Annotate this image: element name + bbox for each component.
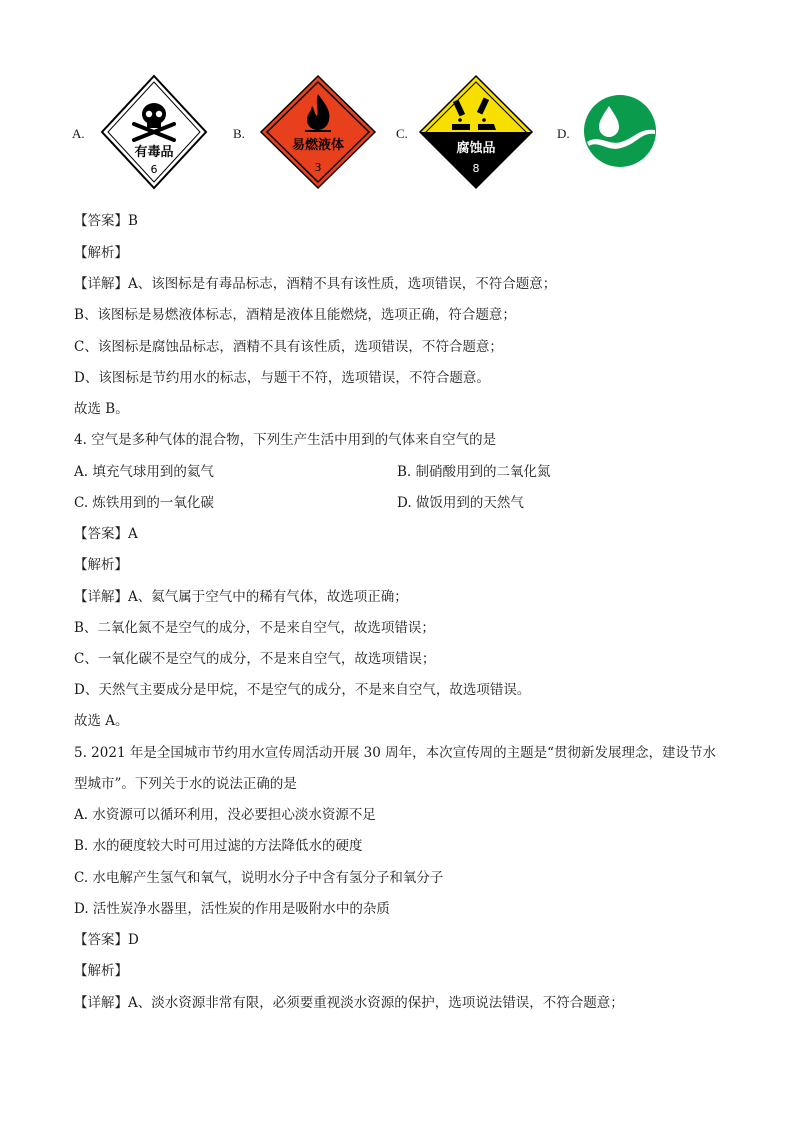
q4-option-d: D. 做饭用到的天然气 xyxy=(397,495,524,511)
flammable-sign-number: 3 xyxy=(314,161,322,174)
q5-stem-line1: 5. 2021 年是全国城市节约用水宣传周活动开展 30 周年，本次宣传周的主题是“贯彻新发展理念，建设节水 xyxy=(74,745,716,761)
q5-detail-line: 【详解】A、淡水资源非常有限，必须要重视淡水资源的保护，选项说法错误，不符合题意； xyxy=(74,995,624,1011)
flammable-sign xyxy=(259,74,377,194)
option-d-letter: D. xyxy=(557,126,570,141)
q5-answer: 【答案】D xyxy=(74,932,139,948)
q3-detail-line: B、该图标是易燃液体标志，酒精是液体且能燃烧，选项正确，符合题意； xyxy=(74,307,516,323)
q5-stem-line2: 型城市”。下列关于水的说法正确的是 xyxy=(74,776,297,792)
option-c-letter: C. xyxy=(396,126,408,141)
q3-analysis-heading: 【解析】 xyxy=(74,245,128,261)
q4-detail-line: D、天然气主要成分是甲烷，不是空气的成分，不是来自空气，故选项错误。 xyxy=(74,682,531,698)
q4-option-a: A. 填充气球用到的氦气 xyxy=(74,464,214,480)
q4-detail-line: B、二氧化氮不是空气的成分，不是来自空气，故选项错误； xyxy=(74,620,435,636)
corrosive-icon xyxy=(418,74,534,190)
q5-analysis-heading: 【解析】 xyxy=(74,963,128,979)
q5-option-a: A. 水资源可以循环利用，没必要担心淡水资源不足 xyxy=(74,807,376,823)
corrosive-sign xyxy=(418,74,534,194)
flame-icon xyxy=(259,74,377,190)
q4-analysis-heading: 【解析】 xyxy=(74,557,128,573)
q3-detail-line: 【详解】A、该图标是有毒品标志，酒精不具有该性质，选项错误，不符合题意； xyxy=(74,276,557,292)
q5-option-c: C. 水电解产生氢气和氧气，说明水分子中含有氢分子和氧分子 xyxy=(74,870,444,886)
toxic-sign-label: 有毒品 xyxy=(134,145,174,160)
option-b-letter: B. xyxy=(233,126,245,141)
q3-conclusion: 故选 B。 xyxy=(74,401,129,417)
q4-stem: 4. 空气是多种气体的混合物，下列生产生活中用到的气体来自空气的是 xyxy=(74,432,497,448)
q3-detail-line: D、该图标是节约用水的标志，与题干不符，选项错误，不符合题意。 xyxy=(74,370,490,386)
q4-conclusion: 故选 A。 xyxy=(74,713,129,729)
q4-option-b: B. 制硝酸用到的二氧化氮 xyxy=(397,464,551,480)
toxic-sign xyxy=(100,74,208,194)
water-saving-icon xyxy=(581,94,659,168)
toxic-sign-number: 6 xyxy=(150,163,158,176)
q4-detail-line: C、一氧化碳不是空气的成分，不是来自空气，故选项错误； xyxy=(74,651,436,667)
q3-answer: 【答案】B xyxy=(74,213,138,229)
q4-detail-line: 【详解】A、氦气属于空气中的稀有气体，故选项正确； xyxy=(74,589,408,605)
corrosive-sign-label: 腐蚀品 xyxy=(456,141,496,156)
q4-option-c: C. 炼铁用到的一氧化碳 xyxy=(74,495,214,511)
q5-option-d: D. 活性炭净水器里，活性炭的作用是吸附水中的杂质 xyxy=(74,901,390,917)
flammable-sign-label: 易燃液体 xyxy=(291,138,345,153)
q3-detail-line: C、该图标是腐蚀品标志，酒精不具有该性质，选项错误，不符合题意； xyxy=(74,339,503,355)
q5-option-b: B. 水的硬度较大时可用过滤的方法降低水的硬度 xyxy=(74,838,363,854)
water-saving-sign xyxy=(581,94,659,172)
option-a-letter: A. xyxy=(72,126,85,141)
toxic-skull-icon xyxy=(100,74,208,190)
corrosive-sign-number: 8 xyxy=(472,162,480,175)
q4-answer: 【答案】A xyxy=(74,526,138,542)
